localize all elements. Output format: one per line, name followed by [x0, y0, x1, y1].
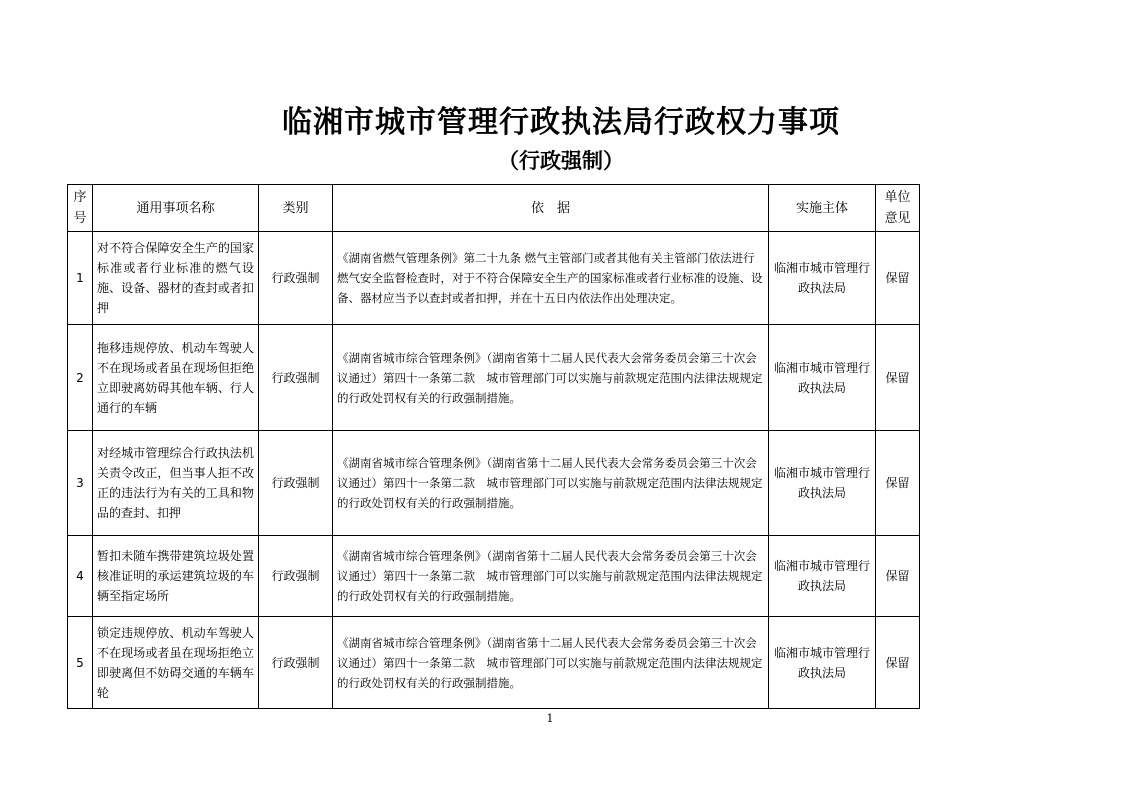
row-name: 对经城市管理综合行政执法机关责令改正，但当事人拒不改正的违法行为有关的工具和物品的查封、扣押 [93, 431, 259, 536]
row-name: 锁定违规停放、机动车驾驶人不在现场或者虽在现场拒绝立即驶离但不妨碍交通的车辆车轮 [93, 617, 259, 709]
table-header-row [68, 185, 920, 232]
row-subject: 临湘市城市管理行政执法局 [769, 232, 876, 325]
header-subject: 实施主体 [769, 185, 876, 232]
row-opinion: 保留 [876, 536, 920, 617]
row-name: 拖移违规停放、机动车驾驶人不在现场或者虽在现场但拒绝立即驶离妨碍其他车辆、行人通行的车辆 [93, 325, 259, 431]
row-no: 4 [68, 536, 93, 617]
row-no: 1 [68, 232, 93, 325]
row-opinion: 保留 [876, 325, 920, 431]
row-no: 2 [68, 325, 93, 431]
row-basis: 《湖南省燃气管理条例》第二十九条 燃气主管部门或者其他有关主管部门依法进行燃气安全监督检查时，对于不符合保障安全生产的国家标准或者行业标准的设施、设备、器材应当予以查封或者扣押，并在十五日内依法作出处理决定。 [333, 232, 769, 325]
table-row [68, 617, 920, 709]
row-type: 行政强制 [259, 536, 333, 617]
header-basis: 依 据 [333, 185, 769, 232]
table-row [68, 232, 920, 325]
header-type: 类别 [259, 185, 333, 232]
row-name: 对不符合保障安全生产的国家标准或者行业标准的燃气设施、设备、器材的查封或者扣押 [93, 232, 259, 325]
table-row [68, 325, 920, 431]
row-basis: 《湖南省城市综合管理条例》（湖南省第十二届人民代表大会常务委员会第三十次会议通过）第四十一条第二款 城市管理部门可以实施与前款规定范围内法律法规规定的行政处罚权有关的行政强制措施。 [333, 536, 769, 617]
row-type: 行政强制 [259, 431, 333, 536]
row-subject: 临湘市城市管理行政执法局 [769, 431, 876, 536]
row-basis: 《湖南省城市综合管理条例》（湖南省第十二届人民代表大会常务委员会第三十次会议通过）第四十一条第二款 城市管理部门可以实施与前款规定范围内法律法规规定的行政处罚权有关的行政强制措施。 [333, 617, 769, 709]
row-type: 行政强制 [259, 232, 333, 325]
page-subtitle: （行政强制） [498, 148, 624, 173]
row-subject: 临湘市城市管理行政执法局 [769, 325, 876, 431]
row-subject: 临湘市城市管理行政执法局 [769, 617, 876, 709]
row-name: 暂扣未随车携带建筑垃圾处置核准证明的承运建筑垃圾的车辆至指定场所 [93, 536, 259, 617]
row-no: 3 [68, 431, 93, 536]
power-items-table [67, 184, 920, 709]
header-name: 通用事项名称 [93, 185, 259, 232]
row-opinion: 保留 [876, 232, 920, 325]
row-no: 5 [68, 617, 93, 709]
row-subject: 临湘市城市管理行政执法局 [769, 536, 876, 617]
row-type: 行政强制 [259, 325, 333, 431]
header-no: 序号 [68, 185, 93, 232]
page-number: 1 [546, 712, 554, 725]
table-row [68, 536, 920, 617]
row-basis: 《湖南省城市综合管理条例》（湖南省第十二届人民代表大会常务委员会第三十次会议通过）第四十一条第二款 城市管理部门可以实施与前款规定范围内法律法规规定的行政处罚权有关的行政强制措施。 [333, 431, 769, 536]
page-title: 临湘市城市管理行政执法局行政权力事项 [282, 105, 840, 140]
header-opinion: 单位意见 [876, 185, 920, 232]
row-opinion: 保留 [876, 617, 920, 709]
row-basis: 《湖南省城市综合管理条例》（湖南省第十二届人民代表大会常务委员会第三十次会议通过）第四十一条第二款 城市管理部门可以实施与前款规定范围内法律法规规定的行政处罚权有关的行政强制措施。 [333, 325, 769, 431]
row-type: 行政强制 [259, 617, 333, 709]
row-opinion: 保留 [876, 431, 920, 536]
table-row [68, 431, 920, 536]
